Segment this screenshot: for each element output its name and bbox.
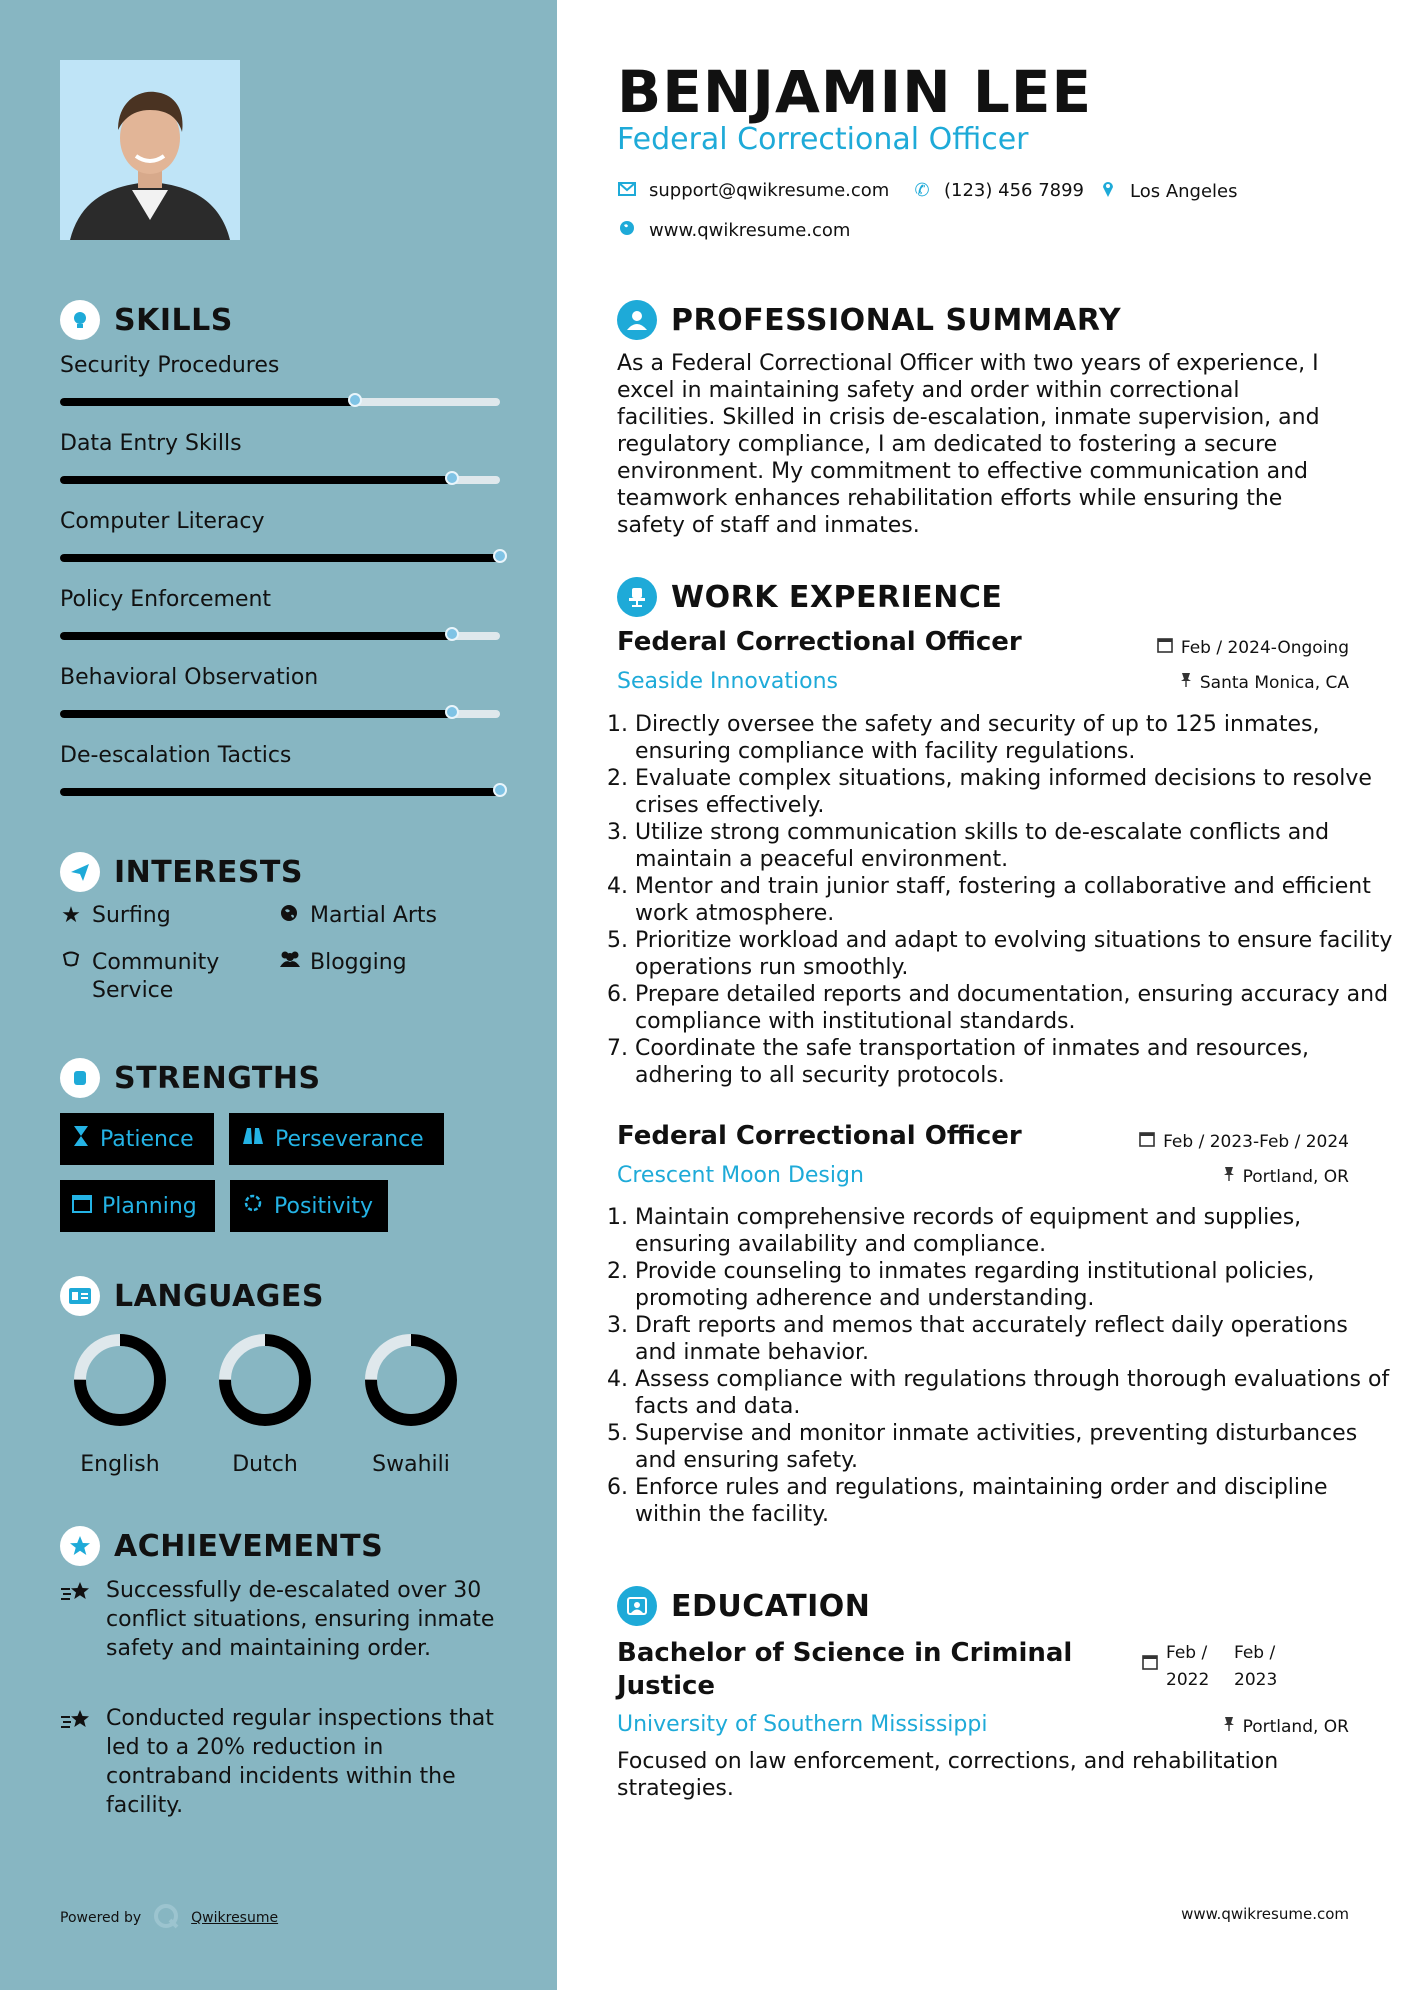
experience-heading: WORK EXPERIENCE [617,577,1002,617]
summary-heading: PROFESSIONAL SUMMARY [617,300,1121,340]
globe-icon [278,902,300,930]
globe-icon [617,220,637,241]
job-dates: Feb / 2024-Ongoing [1157,637,1349,658]
map-pin-icon [1098,180,1118,203]
language-item: Swahili [351,1330,471,1477]
skill-item: Data Entry Skills [60,431,500,484]
users-icon [278,949,300,977]
skill-item: Computer Literacy [60,509,500,562]
pushpin-icon [1180,672,1192,693]
education-location: Portland, OR [1223,1716,1349,1737]
skill-item: Security Procedures [60,353,500,406]
star-badge-icon [60,1526,100,1566]
pushpin-icon [1223,1716,1235,1737]
strength-chip: Positivity [230,1180,388,1232]
sidebar [0,0,557,1990]
list-item: 4. Mentor and train junior staff, fostering a collaborative and efficient work atmosphere. [635,873,1395,927]
skill-bar [60,788,500,796]
list-item: 1. Directly oversee the safety and security of up to 125 inmates, ensuring compliance with facility regulations. [635,711,1395,765]
skill-bar [60,710,500,718]
skill-item: De-escalation Tactics [60,743,500,796]
binoculars-icon [241,1126,265,1152]
job-bullets [600,1204,1395,1528]
interest-item: Community Service [60,949,250,1005]
website-contact[interactable]: www.qwikresume.com [617,220,850,241]
footer-url[interactable]: www.qwikresume.com [1181,1905,1349,1923]
skill-bar [60,554,500,562]
user-icon [617,300,657,340]
achievement-item: Conducted regular inspections that led to a 20% reduction in contraband incidents within the facility. [60,1704,510,1820]
skill-bar [60,476,500,484]
graduate-icon [617,1586,657,1626]
list-item: 3. Utilize strong communication skills to de-escalate conflicts and maintain a peaceful environment. [635,819,1395,873]
list-item: 5. Prioritize workload and adapt to evolving situations to ensure facility operations run smoothly. [635,927,1395,981]
location-contact: Los Angeles [1098,180,1238,203]
language-ring [215,1330,315,1430]
summary-text: As a Federal Correctional Officer with two years of experience, I excel in maintaining safety and order within correctional facilities. Skilled in crisis de-escalation, inmate supervision, and regulatory compliance, I am dedicated to fostering a secure environment. My commitment to effective communication and teamwork enhances rehabilitation efforts while ensuring the safety of staff and inmates. [617,351,1320,538]
sun-icon [242,1192,264,1220]
strengths-heading: STRENGTHS [60,1058,321,1098]
lightbulb-icon [60,300,100,340]
job-bullets [600,711,1395,1089]
skills-heading: SKILLS [60,300,233,340]
qwikresume-link[interactable]: Qwikresume [191,1910,279,1926]
list-item: 4. Assess compliance with regulations through thorough evaluations of facts and data. [635,1366,1395,1420]
strength-chip: Perseverance [229,1113,444,1165]
achievement-item: Successfully de-escalated over 30 conflict situations, ensuring inmate safety and maintaining order. [60,1576,510,1663]
achievements-heading: ACHIEVEMENTS [60,1526,383,1566]
hourglass-icon [72,1125,90,1153]
language-item: Dutch [205,1330,325,1477]
email-contact[interactable]: support@qwikresume.com [617,180,889,201]
skill-bar [60,398,500,406]
strength-chip: Patience [60,1113,214,1165]
job-title: Federal Correctional Officer [617,627,1022,657]
education-dates: Feb / 2022 Feb / 2023 [1142,1640,1294,1694]
degree-title: Bachelor of Science in Criminal Justice [617,1638,1073,1701]
profile-photo [60,60,240,240]
pushpin-icon [1223,1166,1235,1187]
phone-contact: ✆ (123) 456 7899 [912,180,1084,201]
list-item: 2. Provide counseling to inmates regarding institutional policies, promoting adherence and understanding. [635,1258,1395,1312]
qwikresume-logo-icon [153,1903,179,1933]
list-item: 6. Enforce rules and regulations, maintaining order and discipline within the facility. [635,1474,1395,1528]
list-item: 6. Prepare detailed reports and documentation, ensuring accuracy and compliance with institutional standards. [635,981,1395,1035]
skill-item: Behavioral Observation [60,665,500,718]
company-name: Seaside Innovations [617,669,838,694]
school-name: University of Southern Mississippi [617,1712,988,1737]
candidate-name: BENJAMIN LEE [617,58,1093,126]
calendar-icon [1139,1131,1155,1152]
strength-chip: Planning [60,1180,215,1232]
star-icon: ★ [61,903,81,928]
fist-icon [60,1058,100,1098]
envelope-icon [617,180,637,201]
list-item: 5. Supervise and monitor inmate activities, preventing disturbances and ensuring safety. [635,1420,1395,1474]
list-item: 2. Evaluate complex situations, making informed decisions to resolve crises effectively. [635,765,1395,819]
calendar-icon [1157,637,1173,658]
job-dates: Feb / 2023-Feb / 2024 [1139,1131,1349,1152]
job-title: Federal Correctional Officer [617,1121,1022,1151]
list-item: 1. Maintain comprehensive records of equipment and supplies, ensuring availability and compliance. [635,1204,1395,1258]
language-card-icon [60,1276,100,1316]
job-location: Portland, OR [1223,1166,1349,1187]
calendar-icon [72,1193,92,1219]
interests-heading: INTERESTS [60,852,303,892]
candidate-role: Federal Correctional Officer [617,122,1029,157]
phone-icon: ✆ [914,180,930,201]
interest-item: Martial Arts [278,902,437,930]
shooting-star-icon [60,1704,96,1820]
skill-item: Policy Enforcement [60,587,500,640]
powered-by: Powered by Qwikresume [60,1903,278,1933]
job-location: Santa Monica, CA [1180,672,1349,693]
language-item: English [60,1330,180,1477]
calendar-icon [1142,1640,1158,1675]
hand-icon [60,949,82,1005]
list-item: 3. Draft reports and memos that accurately reflect daily operations and inmate behavior. [635,1312,1395,1366]
language-ring [70,1330,170,1430]
interest-item: ★ Surfing [61,903,171,928]
language-ring [361,1330,461,1430]
shooting-star-icon [60,1576,96,1663]
skill-bar [60,632,500,640]
office-chair-icon [617,577,657,617]
education-description: Focused on law enforcement, corrections, and rehabilitation strategies. [617,1749,1279,1801]
interest-item: Blogging [278,949,407,977]
languages-heading: LANGUAGES [60,1276,324,1316]
education-heading: EDUCATION [617,1586,870,1626]
paper-plane-icon [60,852,100,892]
company-name: Crescent Moon Design [617,1163,864,1188]
list-item: 7. Coordinate the safe transportation of inmates and resources, adhering to all security protocols. [635,1035,1395,1089]
